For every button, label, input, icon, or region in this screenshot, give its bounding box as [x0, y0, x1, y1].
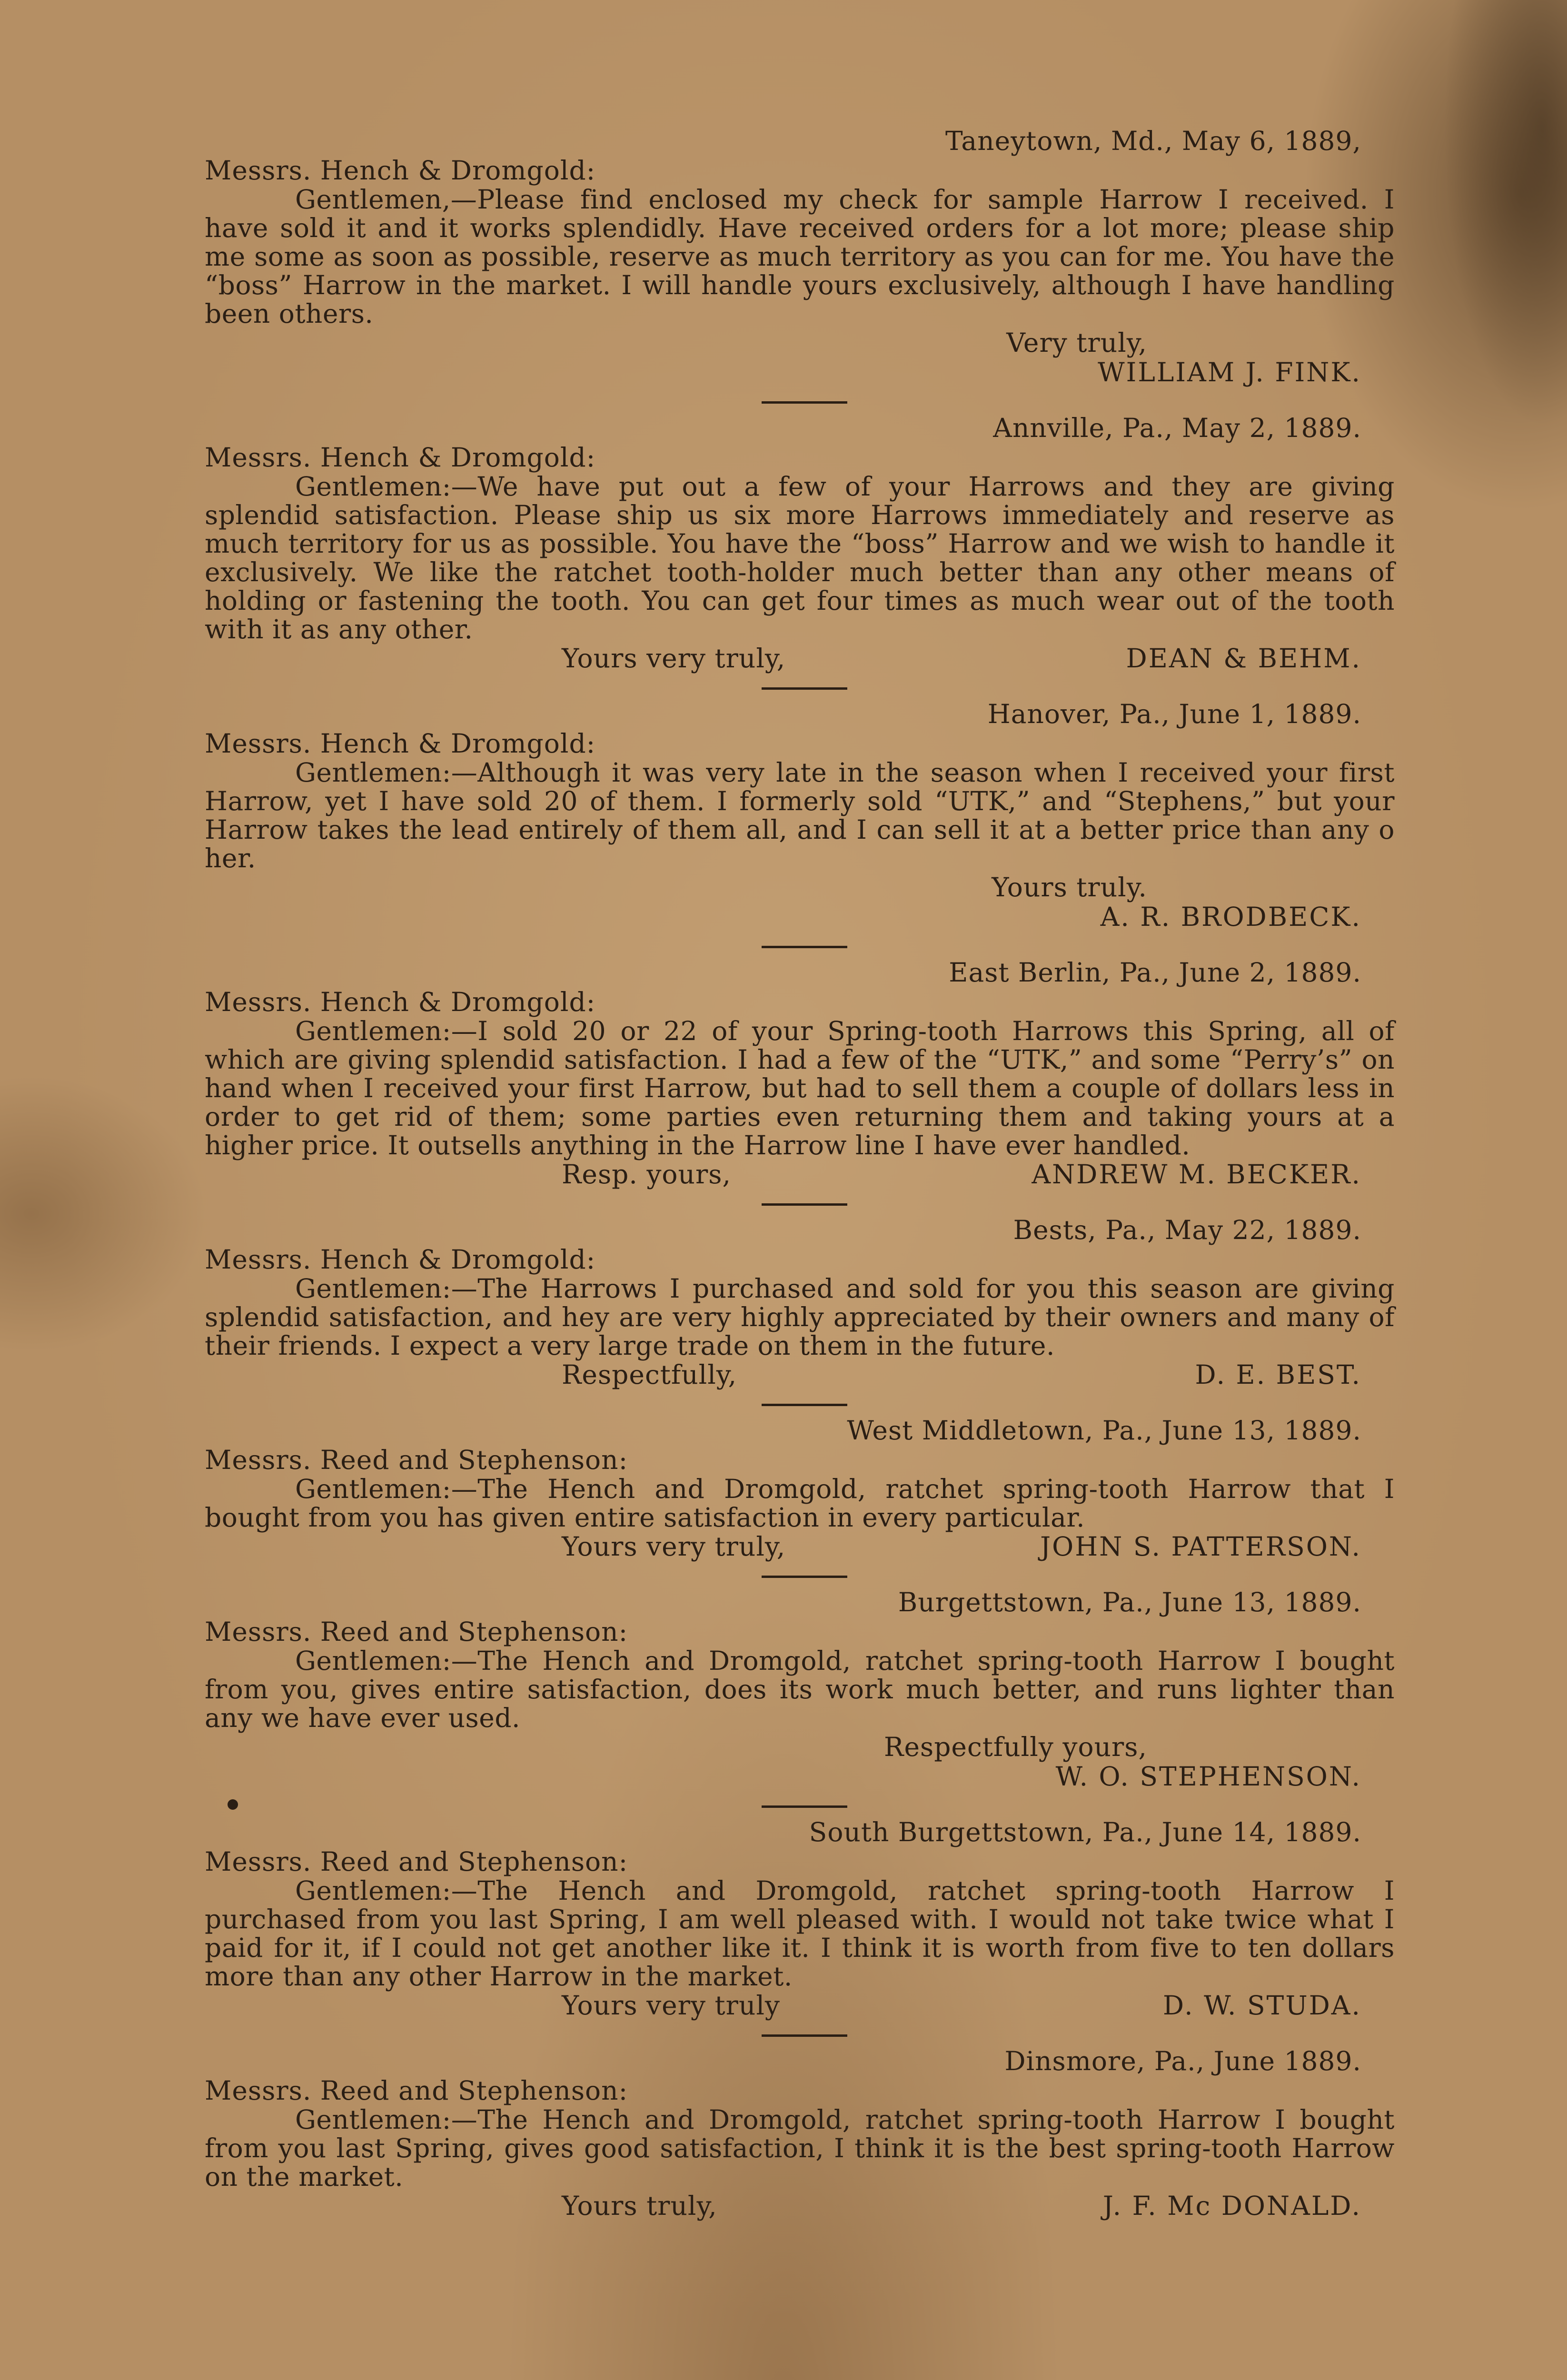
letter-body-wrap: [205, 1475, 1395, 1532]
letter-closing: Respectfully yours,: [884, 1732, 1147, 1762]
separator-rule: [762, 1576, 847, 1578]
letter: [205, 958, 1395, 1189]
letter-salutation: Messrs. Reed and Stephenson:: [205, 1445, 628, 1475]
letter-signature: DEAN & BEHM.: [1126, 643, 1361, 674]
letter-salutation: Messrs. Reed and Stephenson:: [205, 1616, 628, 1647]
separator-rule: [762, 401, 847, 404]
letter-closing: Very truly,: [1006, 327, 1147, 358]
letter: [205, 126, 1395, 387]
letter: [205, 2046, 1395, 2221]
letter-closing: Yours very truly: [562, 1990, 781, 2021]
letter-salutation: Messrs. Reed and Stephenson:: [205, 1846, 628, 1877]
letter-body-wrap: [205, 1646, 1395, 1732]
letter-signature: D. E. BEST.: [1195, 1359, 1361, 1390]
letter-dateline: East Berlin, Pa., June 2, 1889.: [949, 957, 1361, 988]
letter-closing: Yours very truly,: [562, 1531, 786, 1562]
letter-body-wrap: [205, 472, 1395, 644]
separator-rule: [762, 687, 847, 690]
letter-salutation: Messrs. Hench & Dromgold:: [205, 987, 596, 1017]
separator-rule: [762, 946, 847, 948]
letter-signature: J. F. Mc DONALD.: [1102, 2191, 1361, 2221]
letter-salutation: Messrs. Hench & Dromgold:: [205, 155, 596, 186]
letter-dateline: Dinsmore, Pa., June 1889.: [1004, 2046, 1361, 2076]
letter-salutation: Messrs. Hench & Dromgold:: [205, 728, 596, 759]
separator-rule: [762, 1805, 847, 1808]
separator-rule: [762, 1203, 847, 1206]
letter-closing: Respectfully,: [562, 1359, 737, 1390]
letter-body-wrap: [205, 2105, 1395, 2191]
letter-signoff: [205, 1360, 1395, 1389]
letter-signature: WILLIAM J. FINK.: [1098, 357, 1361, 387]
letter-dateline: West Middletown, Pa., June 13, 1889.: [847, 1415, 1361, 1446]
letter-body: Gentlemen:—The Harrows I purchased and sold for you this season are giving splendid satisfaction, and hey are very highly appreciated by their owners and many of their friends. I expect a very large trade on them in the future.: [205, 1273, 1395, 1361]
letter-body: Gentlemen,—Please find enclosed my check for sample Harrow I received. I have sold it and it works splendidly. Have received orders for a lot more; please ship me some as soon as possible, reserve as much territory as you can for me. You have the “boss” Harrow in the market. I will handle yours exclusively, although I have handling been others.: [205, 184, 1395, 329]
separator-rule: [762, 2034, 847, 2037]
letter: [205, 1416, 1395, 1561]
letter-signature: A. R. BRODBECK.: [1100, 902, 1361, 932]
letter-body: Gentlemen:—The Hench and Dromgold, ratchet spring-tooth Harrow I bought from you, gives entire satisfaction, does its work much better, and runs lighter than any we have ever used.: [205, 1646, 1395, 1733]
letter-body-wrap: [205, 1274, 1395, 1360]
letter-salutation: Messrs. Reed and Stephenson:: [205, 2075, 628, 2106]
letter-body: Gentlemen:—The Hench and Dromgold, ratchet spring-tooth Harrow I bought from you last Spring, gives good satisfaction, I think it is the best spring-tooth Harrow on the market.: [205, 2104, 1395, 2192]
letter-signature: JOHN S. PATTERSON.: [1040, 1531, 1361, 1562]
letter-body: Gentlemen:—Although it was very late in the season when I received your first Harrow, yet I have sold 20 of them. I formerly sold “UTK,” and “Stephens,” but your Harrow takes the lead entirely of them all, and I can sell it at a better price than any o her.: [205, 757, 1395, 873]
letter-dateline: Burgettstown, Pa., June 13, 1889.: [898, 1587, 1361, 1617]
letter-closing: Yours very truly,: [562, 643, 786, 674]
letter: [205, 413, 1395, 673]
letter-dateline: Taneytown, Md., May 6, 1889,: [945, 126, 1361, 156]
letter-salutation: Messrs. Hench & Dromgold:: [205, 442, 596, 473]
letter: [205, 1215, 1395, 1389]
letter-closing: Yours truly,: [562, 2191, 717, 2221]
letter-body-wrap: [205, 758, 1395, 873]
letter-body-wrap: [205, 1876, 1395, 1991]
testimonial-page: [205, 126, 1395, 2221]
letter-body-wrap: [205, 1017, 1395, 1160]
letter-signoff: [205, 644, 1395, 673]
letter: [205, 699, 1395, 932]
letter-dateline: Hanover, Pa., June 1, 1889.: [987, 699, 1361, 729]
letter-salutation: Messrs. Hench & Dromgold:: [205, 1244, 596, 1275]
letter-signature: W. O. STEPHENSON.: [1055, 1761, 1361, 1792]
letter-body: Gentlemen:—We have put out a few of your Harrows and they are giving splendid satisfaction. Please ship us six more Harrows immediately and reserve as much territory for us as possible. You have the “boss” Harrow and we wish to handle it exclusively. We like the ratchet tooth-holder much better than any other means of holding or fastening the tooth. You can get four times as much wear out of the tooth with it as any other.: [205, 471, 1395, 645]
letter-signoff: [205, 1991, 1395, 2020]
letter-closing: Resp. yours,: [562, 1159, 731, 1190]
letter-signoff: [205, 2191, 1395, 2221]
letter-signoff: [205, 1532, 1395, 1561]
letter-body-wrap: [205, 185, 1395, 328]
letter-signature: ANDREW M. BECKER.: [1031, 1159, 1361, 1190]
letter-dateline: South Burgettstown, Pa., June 14, 1889.: [809, 1817, 1361, 1847]
letter-body: Gentlemen:—The Hench and Dromgold, ratchet spring-tooth Harrow that I bought from you has given entire satisfaction in every particular.: [205, 1474, 1395, 1533]
separator-rule: [762, 1404, 847, 1406]
letter-body: Gentlemen:—The Hench and Dromgold, ratchet spring-tooth Harrow I purchased from you last Spring, I am well pleased with. I would not take twice what I paid for it, if I could not get another like it. I think it is worth from five to ten dollars more than any other Harrow in the market.: [205, 1875, 1395, 1992]
letter-dateline: Annville, Pa., May 2, 1889.: [993, 413, 1361, 443]
letter-signoff: [205, 1160, 1395, 1189]
paper-stain: [1443, 0, 1567, 428]
letter-signature: D. W. STUDA.: [1163, 1990, 1361, 2021]
letter-dateline: Bests, Pa., May 22, 1889.: [1013, 1215, 1361, 1245]
letter-closing: Yours truly.: [992, 872, 1147, 902]
letter-body: Gentlemen:—I sold 20 or 22 of your Spring-tooth Harrows this Spring, all of which are giving splendid satisfaction. I had a few of the “UTK,” and some “Perry’s” on hand when I received your first Harrow, but had to sell them a couple of dollars less in order to get rid of them; some parties even returning them and taking yours at a higher price. It outsells anything in the Harrow line I have ever handled.: [205, 1016, 1395, 1160]
letter: [205, 1817, 1395, 2020]
letter: [205, 1587, 1395, 1791]
